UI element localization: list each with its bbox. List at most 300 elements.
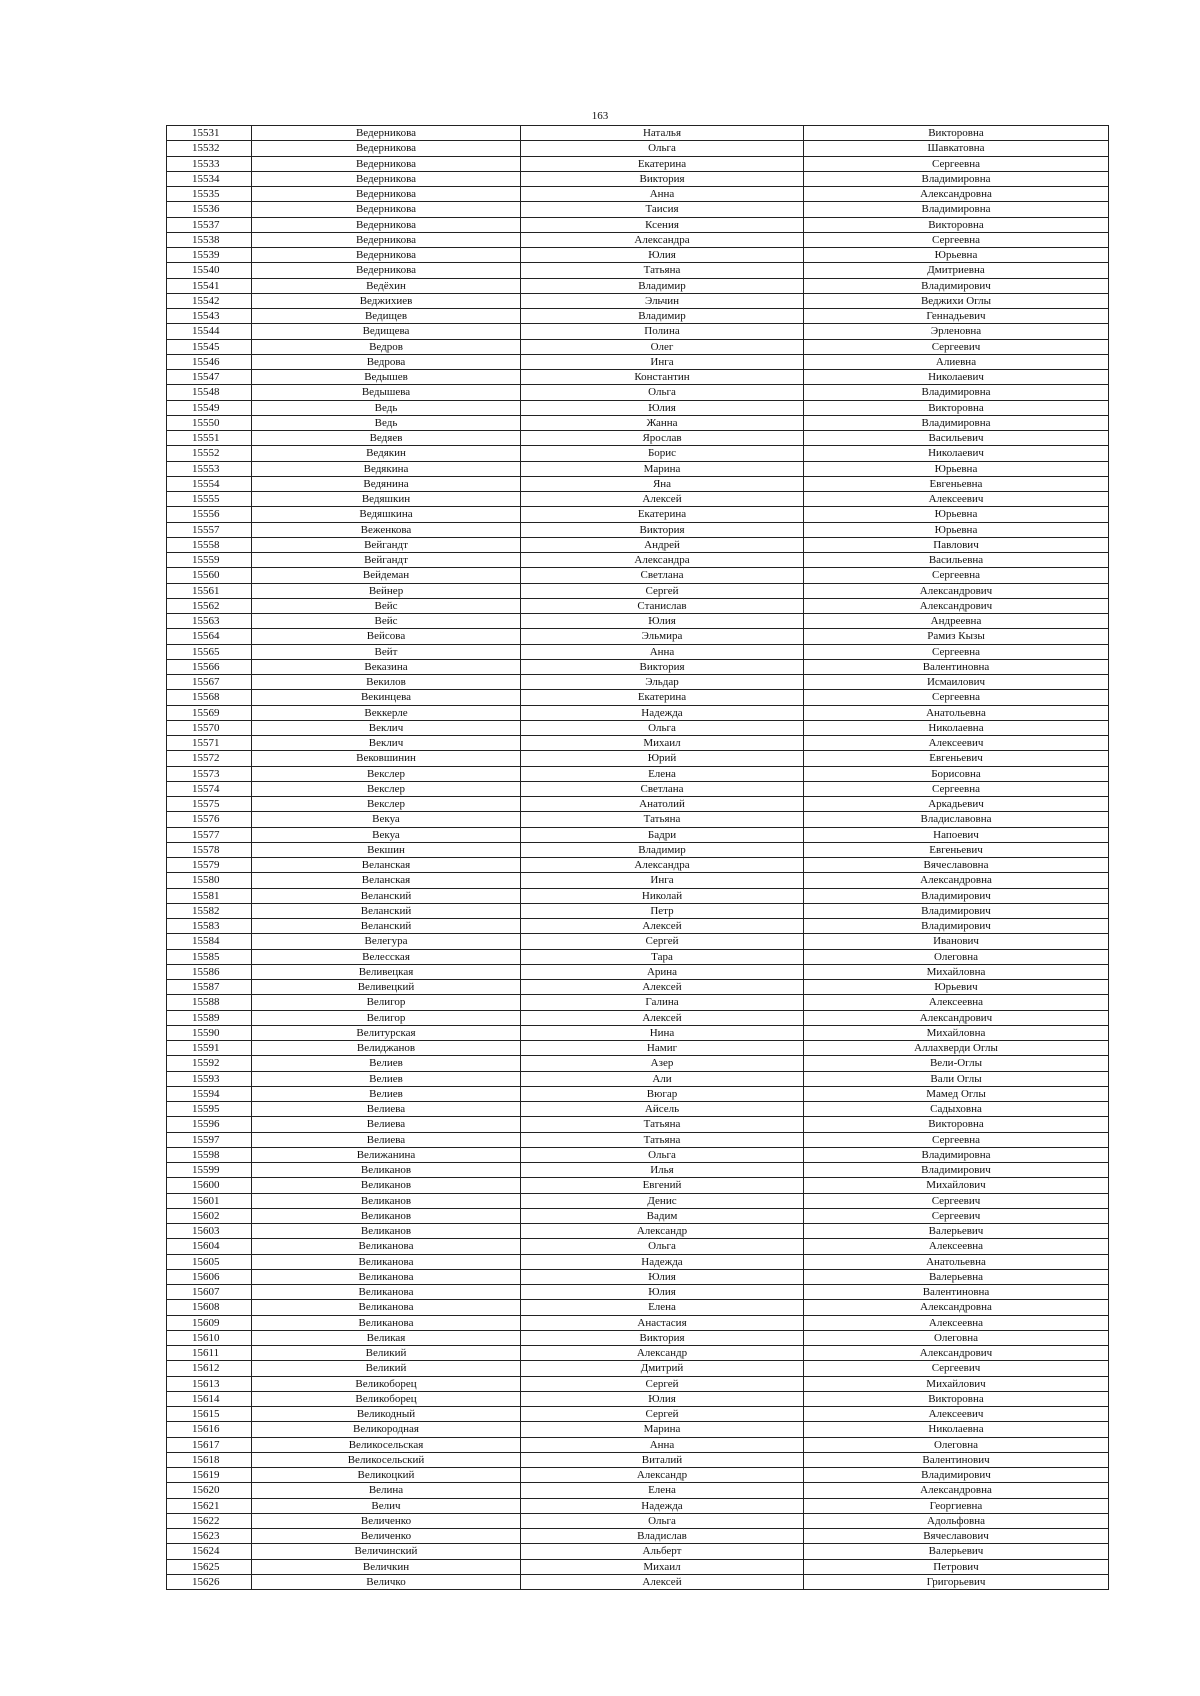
first-name-cell: Дмитрий [521,1361,804,1376]
table-row [167,1437,1109,1452]
first-name-cell: Юлия [521,614,804,629]
last-name-cell: Великоцкий [252,1468,521,1483]
last-name-cell: Ведышева [252,385,521,400]
last-name-cell: Великородная [252,1422,521,1437]
first-name-cell: Полина [521,324,804,339]
record-number-cell: 15605 [167,1254,252,1269]
patronymic-cell: Викторовна [804,217,1109,232]
table-row [167,827,1109,842]
record-number-cell: 15546 [167,354,252,369]
record-number-cell: 15611 [167,1346,252,1361]
patronymic-cell: Садыховна [804,1102,1109,1117]
last-name-cell: Великанов [252,1224,521,1239]
last-name-cell: Велиева [252,1132,521,1147]
record-number-cell: 15584 [167,934,252,949]
first-name-cell: Алексей [521,919,804,934]
record-number-cell: 15580 [167,873,252,888]
last-name-cell: Ведерникова [252,126,521,141]
record-number-cell: 15552 [167,446,252,461]
table-row [167,903,1109,918]
first-name-cell: Владимир [521,278,804,293]
record-number-cell: 15553 [167,461,252,476]
last-name-cell: Ведерникова [252,187,521,202]
last-name-cell: Величинский [252,1544,521,1559]
patronymic-cell: Валерьевич [804,1544,1109,1559]
record-number-cell: 15601 [167,1193,252,1208]
patronymic-cell: Анатольевна [804,705,1109,720]
last-name-cell: Великанова [252,1315,521,1330]
table-row [167,476,1109,491]
patronymic-cell: Алексеевич [804,736,1109,751]
record-number-cell: 15623 [167,1529,252,1544]
patronymic-cell: Юрьевна [804,248,1109,263]
first-name-cell: Александра [521,858,804,873]
record-number-cell: 15543 [167,309,252,324]
last-name-cell: Ведякин [252,446,521,461]
record-number-cell: 15548 [167,385,252,400]
patronymic-cell: Алексеевна [804,995,1109,1010]
table-row [167,766,1109,781]
last-name-cell: Велегура [252,934,521,949]
table-row [167,1529,1109,1544]
last-name-cell: Ведерникова [252,202,521,217]
last-name-cell: Великосельская [252,1437,521,1452]
record-number-cell: 15567 [167,675,252,690]
patronymic-cell: Сергеевна [804,232,1109,247]
last-name-cell: Веланский [252,888,521,903]
first-name-cell: Вюгар [521,1086,804,1101]
last-name-cell: Веливецкая [252,964,521,979]
table-row [167,812,1109,827]
last-name-cell: Вейс [252,598,521,613]
table-row [167,461,1109,476]
record-number-cell: 15608 [167,1300,252,1315]
table-row [167,1254,1109,1269]
first-name-cell: Екатерина [521,156,804,171]
record-number-cell: 15577 [167,827,252,842]
last-name-cell: Ведерникова [252,217,521,232]
record-number-cell: 15569 [167,705,252,720]
record-number-cell: 15554 [167,476,252,491]
table-row [167,614,1109,629]
patronymic-cell: Владимирович [804,1468,1109,1483]
last-name-cell: Векслер [252,797,521,812]
first-name-cell: Ольга [521,720,804,735]
last-name-cell: Вековшинин [252,751,521,766]
patronymic-cell: Олеговна [804,949,1109,964]
table-row [167,156,1109,171]
patronymic-cell: Викторовна [804,400,1109,415]
record-number-cell: 15586 [167,964,252,979]
table-row [167,720,1109,735]
first-name-cell: Виктория [521,659,804,674]
record-number-cell: 15538 [167,232,252,247]
patronymic-cell: Сергеевна [804,156,1109,171]
patronymic-cell: Алиевна [804,354,1109,369]
page-number: 163 [591,110,609,122]
first-name-cell: Арина [521,964,804,979]
first-name-cell: Анна [521,644,804,659]
last-name-cell: Ведёхин [252,278,521,293]
first-name-cell: Эльмира [521,629,804,644]
first-name-cell: Анастасия [521,1315,804,1330]
first-name-cell: Инга [521,873,804,888]
table-row [167,507,1109,522]
record-number-cell: 15616 [167,1422,252,1437]
record-number-cell: 15624 [167,1544,252,1559]
first-name-cell: Александр [521,1468,804,1483]
record-number-cell: 15576 [167,812,252,827]
record-number-cell: 15598 [167,1147,252,1162]
patronymic-cell: Николаевич [804,446,1109,461]
table-row [167,644,1109,659]
record-number-cell: 15545 [167,339,252,354]
table-row [167,187,1109,202]
last-name-cell: Велиев [252,1071,521,1086]
first-name-cell: Азер [521,1056,804,1071]
last-name-cell: Ведерникова [252,248,521,263]
patronymic-cell: Олеговна [804,1437,1109,1452]
table-row [167,858,1109,873]
patronymic-cell: Валерьевич [804,1224,1109,1239]
first-name-cell: Денис [521,1193,804,1208]
record-number-cell: 15559 [167,553,252,568]
patronymic-cell: Михайлович [804,1376,1109,1391]
record-number-cell: 15562 [167,598,252,613]
patronymic-cell: Владимировна [804,202,1109,217]
patronymic-cell: Михайловна [804,1025,1109,1040]
first-name-cell: Светлана [521,568,804,583]
record-number-cell: 15587 [167,980,252,995]
record-number-cell: 15549 [167,400,252,415]
first-name-cell: Борис [521,446,804,461]
record-number-cell: 15558 [167,537,252,552]
first-name-cell: Петр [521,903,804,918]
record-number-cell: 15618 [167,1452,252,1467]
record-number-cell: 15592 [167,1056,252,1071]
last-name-cell: Велина [252,1483,521,1498]
patronymic-cell: Сергеевна [804,568,1109,583]
patronymic-cell: Эрленовна [804,324,1109,339]
patronymic-cell: Владимирович [804,919,1109,934]
patronymic-cell: Сергеевич [804,1361,1109,1376]
record-number-cell: 15578 [167,842,252,857]
first-name-cell: Тара [521,949,804,964]
patronymic-cell: Геннадьевич [804,309,1109,324]
first-name-cell: Андрей [521,537,804,552]
last-name-cell: Великий [252,1361,521,1376]
first-name-cell: Алексей [521,980,804,995]
record-number-cell: 15565 [167,644,252,659]
first-name-cell: Анатолий [521,797,804,812]
last-name-cell: Великанова [252,1285,521,1300]
patronymic-cell: Анатольевна [804,1254,1109,1269]
first-name-cell: Сергей [521,934,804,949]
first-name-cell: Намиг [521,1041,804,1056]
record-number-cell: 15615 [167,1407,252,1422]
last-name-cell: Ведь [252,415,521,430]
patronymic-cell: Аркадьевич [804,797,1109,812]
patronymic-cell: Валерьевна [804,1269,1109,1284]
first-name-cell: Айсель [521,1102,804,1117]
patronymic-cell: Сергеевна [804,1132,1109,1147]
table-row [167,1193,1109,1208]
record-number-cell: 15599 [167,1163,252,1178]
record-number-cell: 15622 [167,1513,252,1528]
record-number-cell: 15604 [167,1239,252,1254]
first-name-cell: Ольга [521,1513,804,1528]
patronymic-cell: Напоевич [804,827,1109,842]
last-name-cell: Веланский [252,919,521,934]
first-name-cell: Михаил [521,736,804,751]
first-name-cell: Надежда [521,1254,804,1269]
first-name-cell: Татьяна [521,812,804,827]
table-row [167,1544,1109,1559]
record-number-cell: 15591 [167,1041,252,1056]
patronymic-cell: Григорьевич [804,1574,1109,1589]
record-number-cell: 15550 [167,415,252,430]
table-row [167,1407,1109,1422]
record-number-cell: 15551 [167,431,252,446]
last-name-cell: Ведерникова [252,171,521,186]
record-number-cell: 15568 [167,690,252,705]
patronymic-cell: Вячеславовна [804,858,1109,873]
last-name-cell: Веланская [252,858,521,873]
table-row [167,980,1109,995]
first-name-cell: Надежда [521,1498,804,1513]
table-row [167,1422,1109,1437]
last-name-cell: Ведышев [252,370,521,385]
last-name-cell: Векслер [252,781,521,796]
patronymic-cell: Алексеевич [804,1407,1109,1422]
record-number-cell: 15619 [167,1468,252,1483]
record-number-cell: 15590 [167,1025,252,1040]
table-row [167,873,1109,888]
record-number-cell: 15595 [167,1102,252,1117]
record-number-cell: 15547 [167,370,252,385]
last-name-cell: Ведяшкина [252,507,521,522]
table-row [167,553,1109,568]
last-name-cell: Вейгандт [252,537,521,552]
first-name-cell: Виктория [521,1330,804,1345]
table-row [167,705,1109,720]
patronymic-cell: Васильевна [804,553,1109,568]
table-row [167,293,1109,308]
first-name-cell: Альберт [521,1544,804,1559]
record-number-cell: 15534 [167,171,252,186]
patronymic-cell: Андреевна [804,614,1109,629]
first-name-cell: Алексей [521,1010,804,1025]
last-name-cell: Великанова [252,1254,521,1269]
first-name-cell: Нина [521,1025,804,1040]
table-row [167,949,1109,964]
table-row [167,964,1109,979]
last-name-cell: Вейсова [252,629,521,644]
patronymic-cell: Владимировна [804,171,1109,186]
first-name-cell: Владимир [521,309,804,324]
last-name-cell: Векилов [252,675,521,690]
first-name-cell: Юлия [521,1269,804,1284]
table-row [167,354,1109,369]
last-name-cell: Величенко [252,1529,521,1544]
first-name-cell: Яна [521,476,804,491]
patronymic-cell: Евгеньевич [804,751,1109,766]
last-name-cell: Вейс [252,614,521,629]
patronymic-cell: Алексеевна [804,1239,1109,1254]
record-number-cell: 15593 [167,1071,252,1086]
first-name-cell: Алексей [521,1574,804,1589]
patronymic-cell: Валентиновна [804,659,1109,674]
last-name-cell: Велижанина [252,1147,521,1162]
record-number-cell: 15560 [167,568,252,583]
patronymic-cell: Вели-Оглы [804,1056,1109,1071]
last-name-cell: Ведерникова [252,232,521,247]
patronymic-cell: Юрьевна [804,461,1109,476]
record-number-cell: 15596 [167,1117,252,1132]
patronymic-cell: Валентиновна [804,1285,1109,1300]
record-number-cell: 15613 [167,1376,252,1391]
last-name-cell: Велесская [252,949,521,964]
table-row [167,1300,1109,1315]
table-row [167,202,1109,217]
last-name-cell: Веливецкий [252,980,521,995]
table-row [167,1376,1109,1391]
first-name-cell: Владимир [521,842,804,857]
table-row [167,675,1109,690]
table-row [167,1102,1109,1117]
first-name-cell: Жанна [521,415,804,430]
patronymic-cell: Александрович [804,1346,1109,1361]
table-row [167,1071,1109,1086]
last-name-cell: Великанов [252,1178,521,1193]
table-row [167,415,1109,430]
table-row [167,1315,1109,1330]
first-name-cell: Илья [521,1163,804,1178]
last-name-cell: Веклич [252,736,521,751]
table-row [167,1208,1109,1223]
table-row [167,1269,1109,1284]
last-name-cell: Велитурская [252,1025,521,1040]
patronymic-cell: Владимировна [804,385,1109,400]
patronymic-cell: Дмитриевна [804,263,1109,278]
last-name-cell: Велиева [252,1102,521,1117]
record-number-cell: 15602 [167,1208,252,1223]
record-number-cell: 15571 [167,736,252,751]
table-row [167,263,1109,278]
last-name-cell: Великодный [252,1407,521,1422]
first-name-cell: Екатерина [521,507,804,522]
first-name-cell: Ярослав [521,431,804,446]
table-row [167,171,1109,186]
last-name-cell: Велич [252,1498,521,1513]
first-name-cell: Анна [521,1437,804,1452]
last-name-cell: Великанова [252,1269,521,1284]
record-number-cell: 15536 [167,202,252,217]
patronymic-cell: Александрович [804,598,1109,613]
table-row [167,888,1109,903]
last-name-cell: Ведь [252,400,521,415]
last-name-cell: Вейдеман [252,568,521,583]
first-name-cell: Елена [521,766,804,781]
record-number-cell: 15583 [167,919,252,934]
table-row [167,309,1109,324]
table-row [167,659,1109,674]
table-row [167,1559,1109,1574]
first-name-cell: Бадри [521,827,804,842]
patronymic-cell: Адольфовна [804,1513,1109,1528]
patronymic-cell: Евгеньевич [804,842,1109,857]
first-name-cell: Анна [521,187,804,202]
patronymic-cell: Валентинович [804,1452,1109,1467]
last-name-cell: Ведерникова [252,156,521,171]
record-number-cell: 15561 [167,583,252,598]
record-number-cell: 15564 [167,629,252,644]
record-number-cell: 15606 [167,1269,252,1284]
patronymic-cell: Юрьевна [804,507,1109,522]
table-row [167,232,1109,247]
record-number-cell: 15612 [167,1361,252,1376]
table-row [167,385,1109,400]
first-name-cell: Михаил [521,1559,804,1574]
table-row [167,583,1109,598]
patronymic-cell: Александрович [804,1010,1109,1025]
first-name-cell: Виктория [521,522,804,537]
table-row [167,217,1109,232]
patronymic-cell: Владимирович [804,888,1109,903]
first-name-cell: Вадим [521,1208,804,1223]
patronymic-cell: Владиславовна [804,812,1109,827]
last-name-cell: Векслер [252,766,521,781]
last-name-cell: Ведров [252,339,521,354]
table-row [167,1132,1109,1147]
first-name-cell: Александра [521,553,804,568]
record-number-cell: 15539 [167,248,252,263]
table-row [167,537,1109,552]
first-name-cell: Елена [521,1300,804,1315]
first-name-cell: Марина [521,461,804,476]
record-number-cell: 15597 [167,1132,252,1147]
record-number-cell: 15557 [167,522,252,537]
table-row [167,1483,1109,1498]
table-row [167,629,1109,644]
table-row [167,1468,1109,1483]
table-row [167,598,1109,613]
patronymic-cell: Алексеевна [804,1315,1109,1330]
table-row [167,1452,1109,1467]
record-number-cell: 15588 [167,995,252,1010]
first-name-cell: Надежда [521,705,804,720]
table-row [167,797,1109,812]
record-number-cell: 15563 [167,614,252,629]
last-name-cell: Веджихиев [252,293,521,308]
patronymic-cell: Рамиз Кызы [804,629,1109,644]
patronymic-cell: Владимирович [804,903,1109,918]
last-name-cell: Ведищева [252,324,521,339]
last-name-cell: Великанов [252,1163,521,1178]
table-row [167,1025,1109,1040]
patronymic-cell: Аллахверди Оглы [804,1041,1109,1056]
record-number-cell: 15609 [167,1315,252,1330]
last-name-cell: Веккерле [252,705,521,720]
last-name-cell: Векинцева [252,690,521,705]
record-number-cell: 15566 [167,659,252,674]
first-name-cell: Елена [521,1483,804,1498]
first-name-cell: Татьяна [521,1132,804,1147]
table-row [167,1285,1109,1300]
first-name-cell: Татьяна [521,1117,804,1132]
patronymic-cell: Шавкатовна [804,141,1109,156]
first-name-cell: Юлия [521,1285,804,1300]
